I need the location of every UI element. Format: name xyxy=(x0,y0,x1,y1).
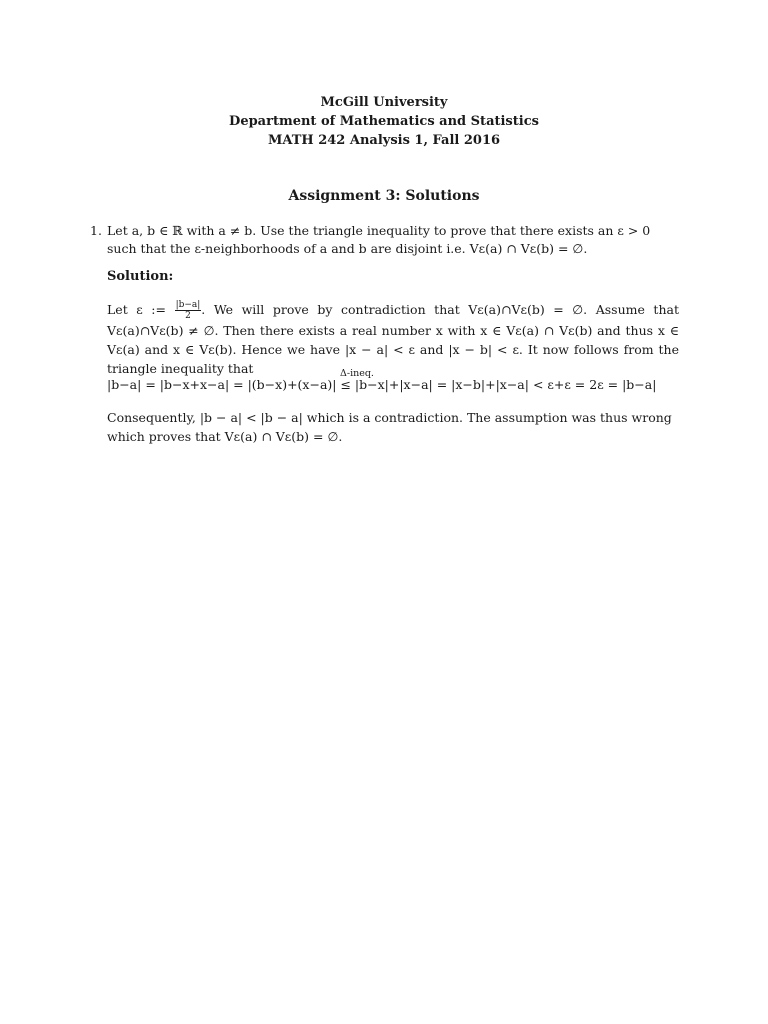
solution-body xyxy=(107,300,679,378)
department-name: Department of Mathematics and Statistics xyxy=(229,114,539,129)
solution-heading: Solution: xyxy=(107,269,174,284)
fraction-denominator: 2 xyxy=(185,311,191,321)
solution-conclusion: Consequently, |b − a| < |b − a| which is a contradiction. The assumption was thus wrong which proves that Vε(a) ∩ Vε(b) = ∅. xyxy=(107,410,672,444)
fraction-numerator: |b−a| xyxy=(175,300,201,310)
inequality-chain: |b−a| = |b−x+x−a| = |(b−x)+(x−a)| ≤ |b−x|+|x−a| = |x−b|+|x−a| < ε+ε = 2ε = |b−a| xyxy=(107,377,657,392)
problem-text: Let a, b ∈ ℝ with a ≠ b. Use the triangle inequality to prove that there exists an ε > 0 such that the ε-neighborhoods of a and b are disjoint i.e. Vε(a) ∩ Vε(b) = ∅. xyxy=(107,223,651,256)
problem-statement xyxy=(90,222,680,258)
let-prefix: Let ε := xyxy=(107,302,166,317)
triangle-inequality-label: Δ-ineq. xyxy=(340,368,374,379)
document-header xyxy=(0,93,768,150)
epsilon-fraction xyxy=(175,300,202,321)
course-name: MATH 242 Analysis 1, Fall 2016 xyxy=(267,133,501,148)
problem-number: 1. xyxy=(90,223,102,238)
solution-body-text: . We will prove by contradiction that Vε(a)∩Vε(b) = ∅. Assume that Vε(a)∩Vε(b) ≠ ∅. Then there exists a real number x with x ∈ Vε(a) ∩ Vε(b) and thus x ∈ Vε(a) and x ∈ Vε(b). Hence we have |x − a| < ε and |x − b| < ε. It now follows from the triangle inequality that xyxy=(107,302,679,376)
assignment-title: Assignment 3: Solutions xyxy=(288,188,480,204)
university-name: McGill University xyxy=(320,95,448,110)
